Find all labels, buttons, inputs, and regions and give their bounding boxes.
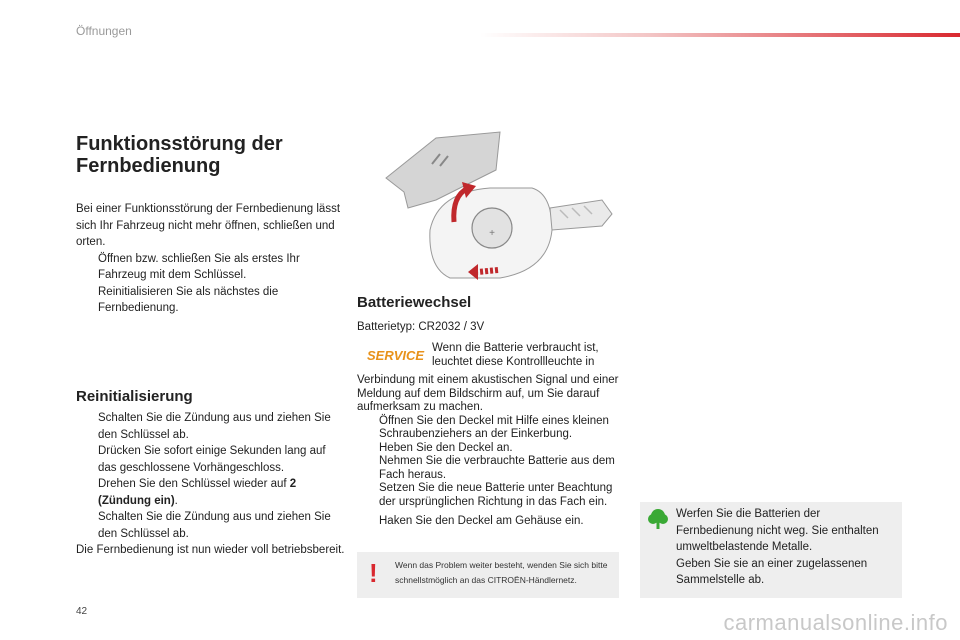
warning-icon: ! — [369, 558, 378, 588]
section-header: Öffnungen — [76, 24, 132, 38]
environment-note-box — [640, 502, 902, 598]
bullet-mark — [76, 410, 98, 443]
watermark: carmanualsonline.info — [723, 610, 948, 635]
battery-block — [357, 374, 627, 529]
battery-bullet-text: Öffnen Sie den Deckel mit Hilfe eines kleinen Schraubenziehers an der Einkerbung. — [379, 414, 609, 440]
intro-text: Bei einer Funktionsstörung der Fernbedienung lässt sich Ihr Fahrzeug nicht mehr öffnen, schließen und orten. — [76, 203, 341, 248]
page-title: Funktionsstörung der Fernbedienung — [76, 133, 283, 177]
battery-type: Batterietyp: CR2032 / 3V — [357, 321, 485, 333]
battery-continued: Verbindung mit einem akustischen Signal und einer Meldung auf dem Bildschirm auf, um Sie darauf aufmerksam zu machen. — [357, 374, 619, 413]
battery-bullet-text: Nehmen Sie die verbrauchte Batterie aus dem Fach heraus. — [379, 455, 615, 481]
battery-bullet — [357, 515, 627, 529]
battery-icon — [472, 208, 512, 248]
intro-bullet — [76, 251, 346, 284]
intro-bullet — [76, 284, 346, 317]
environment-line-2: Geben Sie sie an einer zugelassenen Sammelstelle ab. — [676, 557, 868, 586]
tree-icon — [648, 508, 668, 530]
reinit-bullet — [76, 476, 346, 509]
battery-bullet — [357, 455, 627, 482]
bullet-mark — [357, 442, 379, 456]
service-label: SERVICE — [367, 348, 425, 363]
bullet-mark — [76, 443, 98, 476]
bullet-mark — [76, 284, 98, 317]
environment-line-1: Werfen Sie die Batterien der Fernbedienung nicht weg. Sie enthalten umweltbelastende Metalle. — [676, 508, 879, 553]
reinit-bullet-text: Schalten Sie die Zündung aus und ziehen Sie den Schlüssel ab. — [98, 511, 331, 540]
reinit-bullet-text: Schalten Sie die Zündung aus und ziehen Sie den Schlüssel ab. — [98, 412, 331, 441]
intro-bullet-text: Öffnen bzw. schließen Sie als erstes Ihr Fahrzeug mit dem Schlüssel. — [98, 252, 300, 281]
bullet-mark — [357, 455, 379, 482]
battery-bullet-text: Setzen Sie die neue Batterie unter Beachtung der ursprünglichen Richtung in das Fach ein. — [379, 482, 613, 508]
service-warning-icon — [365, 346, 425, 364]
reinit-bullet3-end: . — [174, 494, 178, 507]
battery-bullet — [357, 415, 627, 442]
battery-bullet-text: Haken Sie den Deckel am Gehäuse ein. — [379, 515, 584, 527]
bullet-mark — [76, 251, 98, 284]
battery-bullet-text: Heben Sie den Deckel an. — [379, 441, 513, 454]
reinit-title: Reinitialisierung — [76, 388, 193, 405]
service-text: Wenn die Batterie verbraucht ist, leuchtet diese Kontrollleuchte in — [432, 342, 599, 368]
bullet-mark — [76, 476, 98, 509]
intro-block — [76, 201, 346, 317]
reinit-bullet-text — [98, 476, 346, 509]
warning-text: Wenn das Problem weiter besteht, wenden Sie sich bitte schnellstmöglich an das CITROËN-Händlernetz. — [395, 560, 608, 585]
battery-title: Batteriewechsel — [357, 294, 472, 311]
bullet-mark — [76, 509, 98, 542]
reinit-closing: Die Fernbedienung ist nun wieder voll betriebsbereit. — [76, 544, 345, 556]
reinit-block — [76, 410, 346, 559]
ignition-position: 2 (Zündung ein) — [98, 478, 297, 507]
battery-bullet — [357, 442, 627, 456]
header-accent-bar — [480, 33, 960, 37]
reinit-bullet — [76, 410, 346, 443]
reinit-bullet3-text: Drehen Sie den Schlüssel wieder auf — [98, 478, 290, 490]
bullet-mark — [357, 482, 379, 509]
remote-key-illustration — [380, 130, 620, 290]
page-number: 42 — [76, 606, 88, 617]
svg-text:+: + — [489, 228, 495, 239]
reinit-bullet-text: Drücken Sie sofort einige Sekunden lang auf das geschlossene Vorhängeschloss. — [98, 445, 326, 474]
environment-text — [676, 506, 898, 589]
reinit-bullet — [76, 443, 346, 476]
bullet-mark — [357, 415, 379, 442]
battery-bullet — [357, 482, 627, 509]
bullet-mark — [357, 515, 379, 529]
intro-bullet-text: Reinitialisieren Sie als nächstes die Fernbedienung. — [98, 285, 279, 314]
dealer-warning-box — [357, 552, 619, 598]
reinit-bullet — [76, 509, 346, 542]
